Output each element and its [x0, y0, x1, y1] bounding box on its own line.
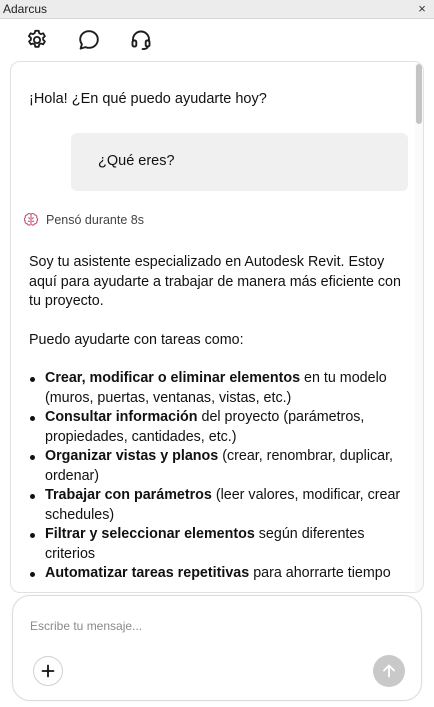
item-bold: Organizar vistas y planos: [45, 448, 219, 464]
close-button[interactable]: ×: [418, 1, 426, 16]
message-input[interactable]: [30, 617, 370, 635]
chat-panel[interactable]: [10, 61, 424, 593]
user-message-text: ¿Qué eres?: [98, 153, 175, 169]
assistant-greeting: ¡Hola! ¿En qué puedo ayudarte hoy?: [29, 91, 267, 107]
item-text: en tu modelo (muros, puertas, ventanas, vistas, etc.): [45, 370, 387, 406]
plus-icon: [41, 664, 55, 678]
user-message-bubble: [71, 133, 408, 191]
item-text: (leer valores, modificar, crear schedules): [45, 487, 401, 523]
capabilities-list: [29, 369, 401, 584]
chat-button[interactable]: [75, 26, 103, 54]
scrollbar-thumb[interactable]: [416, 64, 422, 124]
title-bar: [0, 0, 434, 19]
add-attachment-button[interactable]: [33, 656, 63, 686]
item-bold: Filtrar y seleccionar elementos: [45, 526, 255, 542]
item-bold: Automatizar tareas repetitivas: [45, 565, 250, 581]
scrollbar[interactable]: [415, 62, 423, 592]
item-text: para ahorrarte tiempo: [249, 565, 391, 581]
list-item: [45, 486, 401, 525]
list-item: [45, 447, 401, 486]
support-button[interactable]: [127, 26, 155, 54]
toolbar: [0, 19, 434, 61]
send-button[interactable]: [373, 655, 405, 687]
item-bold: Trabajar con parámetros: [45, 487, 212, 503]
settings-button[interactable]: [23, 26, 51, 54]
gear-icon: [25, 28, 49, 52]
window-title: Adarcus: [3, 2, 48, 16]
list-item: [45, 564, 401, 584]
message-composer: [12, 595, 422, 701]
item-text: según diferentes criterios: [45, 526, 365, 562]
item-text: del proyecto (parámetros, propiedades, cantidades, etc.): [45, 409, 365, 445]
list-item: [45, 525, 401, 564]
thought-indicator[interactable]: [23, 212, 144, 228]
brain-icon: [23, 212, 39, 228]
headset-icon: [129, 28, 153, 52]
thought-label: Pensó durante 8s: [46, 213, 144, 227]
chat-bubble-icon: [77, 28, 101, 52]
item-text: (crear, renombrar, duplicar, ordenar): [45, 448, 394, 484]
assistant-answer: [29, 253, 401, 584]
arrow-up-icon: [381, 663, 397, 679]
list-item: [45, 369, 401, 408]
list-item: [45, 408, 401, 447]
item-bold: Consultar información: [45, 409, 198, 425]
answer-intro: Soy tu asistente especializado en Autodesk Revit. Estoy aquí para ayudarte a trabajar de manera más eficiente con tu proyecto.: [29, 254, 401, 309]
answer-lead: Puedo ayudarte con tareas como:: [29, 331, 244, 348]
item-bold: Crear, modificar o eliminar elementos: [45, 370, 301, 386]
